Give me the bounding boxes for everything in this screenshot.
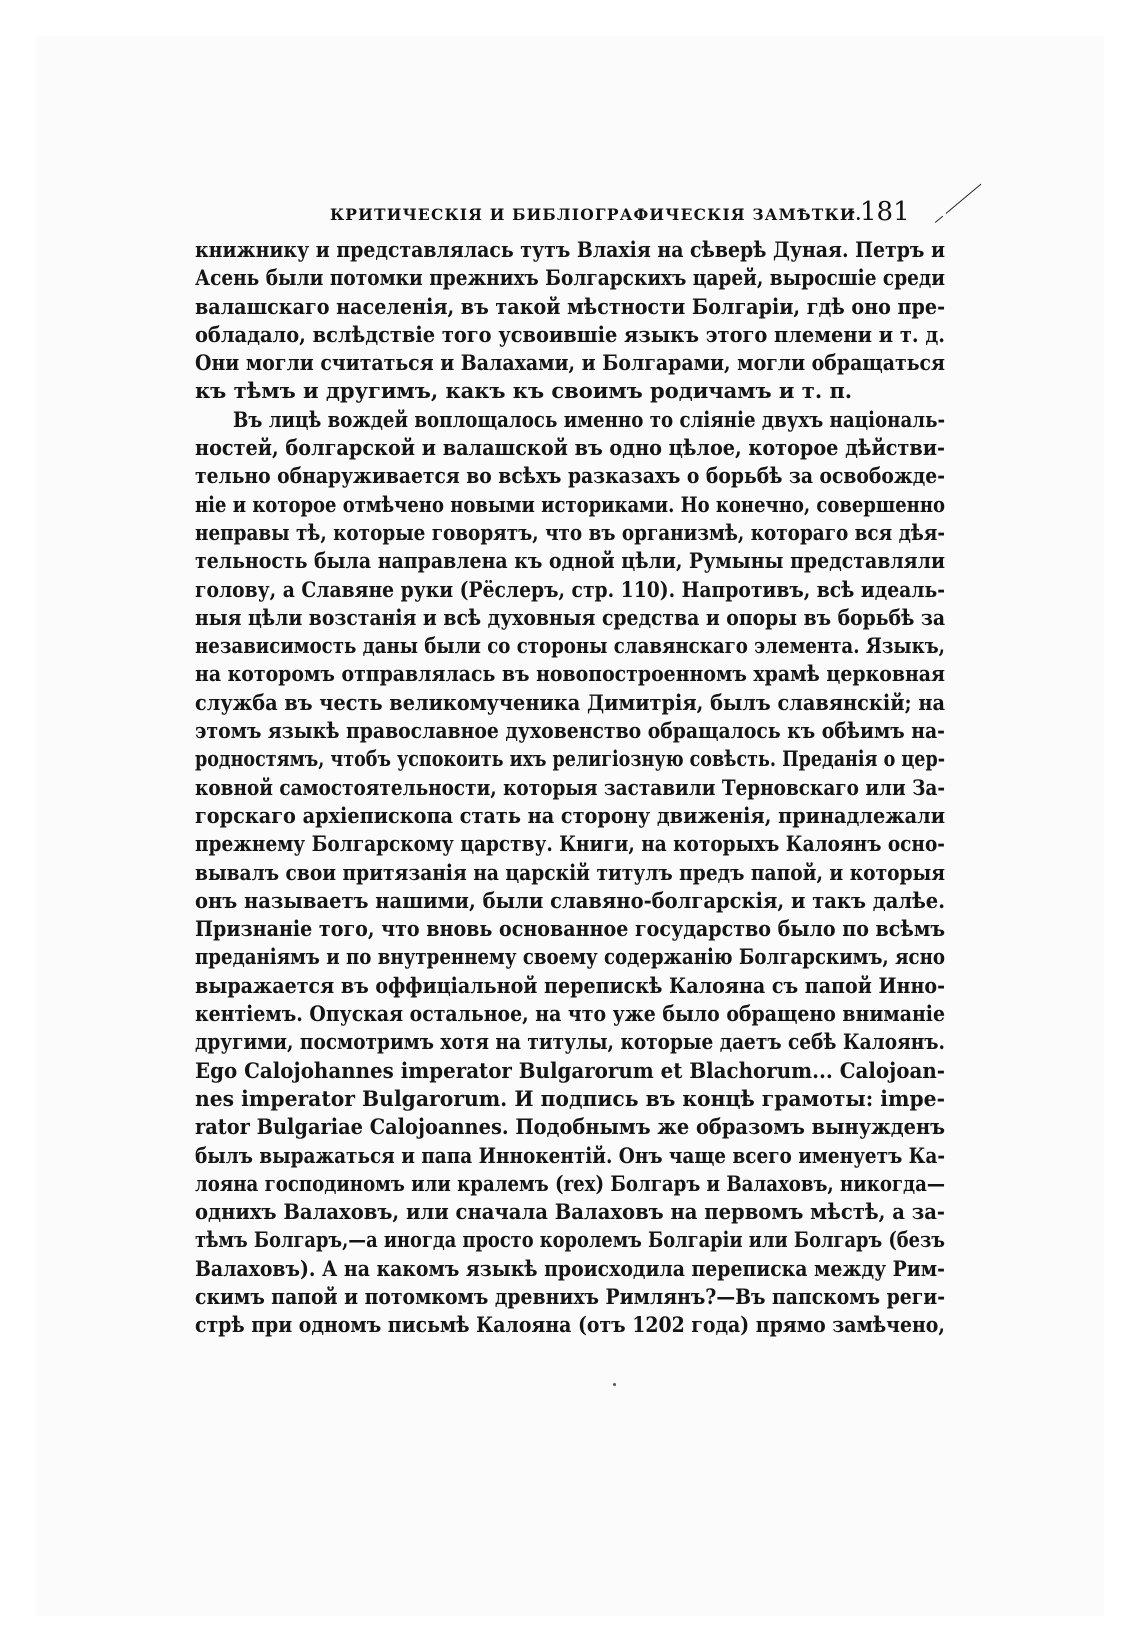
text-line: выражается въ оффиціальной перепискѣ Калояна съ папой Инно- — [195, 972, 946, 998]
body-text — [195, 236, 945, 1340]
text-line: родностямъ, чтобъ успокоить ихъ религіозную совѣсть. Преданія о цер- — [195, 746, 945, 772]
text-line: ковной самостоятельности, которыя заставили Терновскаго или За- — [195, 774, 946, 800]
text-line: преданіямъ и по внутреннему своему содержанію Болгарскимъ, ясно — [195, 944, 946, 970]
text-line: nes imperator Bulgarorum. И подпись въ концѣ грамоты: impe- — [195, 1085, 945, 1111]
text-line: Асень были потомки прежнихъ Болгарскихъ царей, выросшіе среди — [195, 265, 945, 291]
text-line: служба въ честь великомученика Димитрія, былъ славянскій; на — [195, 689, 946, 715]
text-line: былъ выражаться и папа Иннокентій. Онъ чаще всего именуетъ Ка- — [195, 1142, 946, 1168]
text-line: независимость даны были со стороны славянскаго элемента. Языкъ, — [195, 633, 945, 659]
text-line: Валаховъ). А на какомъ языкѣ происходила переписка между Рим- — [195, 1255, 945, 1281]
text-line: тѣмъ Болгаръ,—а иногда просто королемъ Болгаріи или Болгаръ (безъ — [195, 1227, 945, 1253]
text-line: тельно обнаруживается во всѣхъ разказахъ о борьбѣ за освобожде- — [195, 463, 945, 489]
text-line: на которомъ отправлялась въ новопостроенномъ храмѣ церковная — [195, 661, 945, 687]
ink-speck — [613, 1383, 616, 1386]
page-number: · 181 — [860, 197, 910, 227]
text-line: ныя цѣли возстанія и всѣ духовныя средства и опоры въ борьбѣ за — [195, 604, 945, 630]
text-line: голову, а Славяне руки (Рёслеръ, стр. 110). Напротивъ, всѣ идеаль- — [195, 576, 945, 602]
text-line: rator Bulgariae Calojoannes. Подобнымъ же образомъ вынужденъ — [195, 1114, 945, 1140]
text-line: другими, посмотримъ хотя на титулы, которые даетъ себѣ Калоянъ. — [195, 1029, 945, 1055]
page-header — [330, 195, 930, 235]
text-line: неправы тѣ, которые говорятъ, что въ организмѣ, котораго вся дѣя- — [195, 519, 946, 545]
text-line: стрѣ при одномъ письмѣ Калояна (отъ 1202 года) прямо замѣчено, — [195, 1312, 945, 1338]
text-line: прежнему Болгарскому царству. Книги, на которыхъ Калоянъ осно- — [195, 831, 945, 857]
text-line: кентіемъ. Опуская остальное, на что уже было обращено вниманіе — [195, 1001, 945, 1027]
text-line: тельность была направлена къ одной цѣли, Румыны представляли — [195, 548, 946, 574]
text-line: Въ лицѣ вождей воплощалось именно то сліяніе двухъ національ- — [233, 406, 946, 432]
text-line: Признаніе того, что вновь основанное государство было по всѣмъ — [195, 916, 946, 942]
text-line: ностей, болгарской и валашской въ одно цѣлое, которое дѣйстви- — [195, 435, 945, 461]
text-line: лояна господиномъ или кралемъ (rex) Болгаръ и Валаховъ, никогда— — [195, 1170, 946, 1196]
text-line: къ тѣмъ и другимъ, какъ къ своимъ родичамъ и т. п. — [195, 378, 853, 404]
text-line: ніе и которое отмѣчено новыми историками. Но конечно, совершенно — [195, 491, 946, 517]
text-line: горскаго архіепископа стать на сторону движенія, принадлежали — [195, 802, 946, 828]
text-line: Они могли считаться и Валахами, и Болгарами, могли обращаться — [195, 350, 945, 376]
text-line: этомъ языкѣ православное духовенство обращалось къ обѣимъ на- — [195, 718, 945, 744]
running-title: КРИТИЧЕСКІЯ И БИБЛІОГРАФИЧЕСКІЯ ЗАМѢТКИ. — [330, 205, 863, 224]
text-line: Ego Calojohannes imperator Bulgarorum et Blachorum... Calojoan- — [195, 1057, 946, 1083]
text-line: скимъ папой и потомкомъ древнихъ Римлянъ?—Въ папскомъ реги- — [195, 1283, 946, 1309]
text-line: вывалъ свои притязанія на царскій титулъ предъ папой, и которыя — [195, 859, 946, 885]
text-line: книжнику и представлялась тутъ Влахія на сѣверѣ Дуная. Петръ и — [195, 237, 945, 262]
text-line: однихъ Валаховъ, или сначала Валаховъ на первомъ мѣстѣ, а за- — [195, 1199, 946, 1225]
text-line: онъ называетъ нашими, были славяно-болгарскія, и такъ далѣе. — [195, 887, 945, 913]
text-line: валашскаго населенія, въ такой мѣстности Болгаріи, гдѣ оно пре- — [195, 293, 946, 319]
text-line: обладало, вслѣдствіе того усвоившіе языкъ этого племени и т. д. — [195, 321, 946, 347]
